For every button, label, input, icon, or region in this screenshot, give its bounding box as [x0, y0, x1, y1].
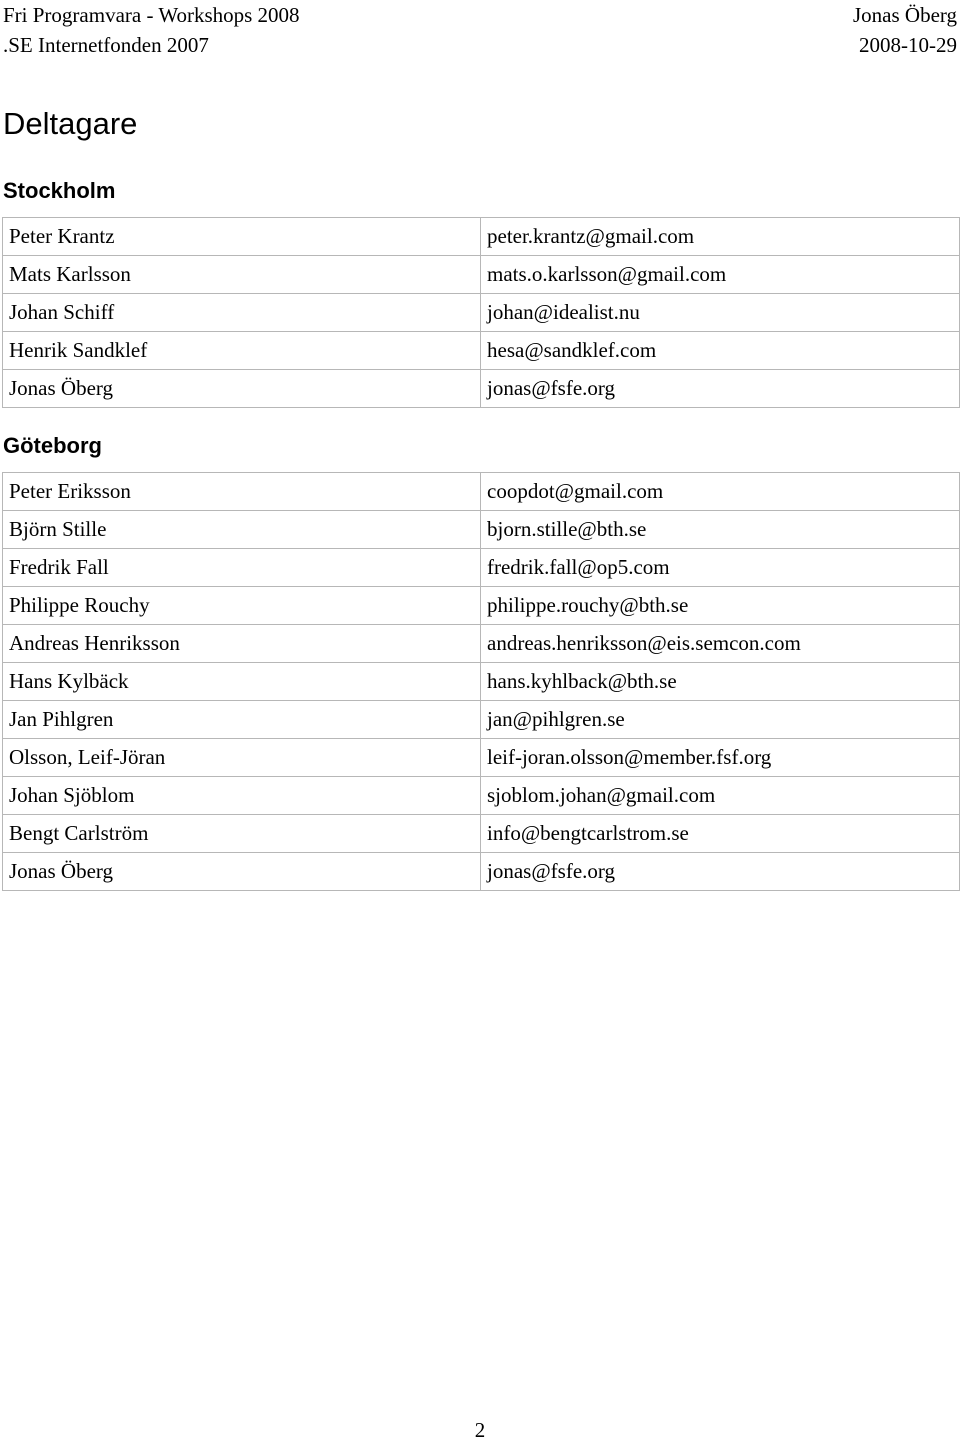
page-header: [3, 0, 957, 60]
section-heading-goteborg: Göteborg: [3, 433, 102, 458]
table-row: [3, 256, 960, 294]
participant-email: jan@pihlgren.se: [481, 701, 960, 739]
participants-table-goteborg: [2, 472, 960, 891]
table-row: [3, 294, 960, 332]
participant-name: Björn Stille: [3, 511, 481, 549]
page-number: 2: [474, 1418, 486, 1442]
table-row: [3, 218, 960, 256]
header-event-title: Fri Programvara - Workshops 2008: [3, 3, 300, 27]
header-funder: .SE Internetfonden 2007: [3, 33, 209, 57]
participant-name: Peter Eriksson: [3, 473, 481, 511]
participant-email: jonas@fsfe.org: [481, 370, 960, 408]
table-row: [3, 815, 960, 853]
participant-name: Bengt Carlström: [3, 815, 481, 853]
participants-table-stockholm: [2, 217, 960, 408]
participant-email: philippe.rouchy@bth.se: [481, 587, 960, 625]
table-row: [3, 587, 960, 625]
participant-name: Johan Schiff: [3, 294, 481, 332]
participant-name: Mats Karlsson: [3, 256, 481, 294]
participant-name: Jonas Öberg: [3, 853, 481, 891]
participant-name: Henrik Sandklef: [3, 332, 481, 370]
participant-email: fredrik.fall@op5.com: [481, 549, 960, 587]
participant-name: Jonas Öberg: [3, 370, 481, 408]
participant-name: Olsson, Leif-Jöran: [3, 739, 481, 777]
participant-email: andreas.henriksson@eis.semcon.com: [481, 625, 960, 663]
header-row-2: [3, 30, 957, 60]
table-row: [3, 853, 960, 891]
participant-name: Hans Kylbäck: [3, 663, 481, 701]
section-heading-stockholm: Stockholm: [3, 178, 116, 203]
participant-email: peter.krantz@gmail.com: [481, 218, 960, 256]
table-row: [3, 701, 960, 739]
participant-email: leif-joran.olsson@member.fsf.org: [481, 739, 960, 777]
table-row: [3, 370, 960, 408]
participant-email: hans.kyhlback@bth.se: [481, 663, 960, 701]
header-date: 2008-10-29: [859, 33, 957, 57]
participant-name: Jan Pihlgren: [3, 701, 481, 739]
table-row: [3, 473, 960, 511]
participant-name: Philippe Rouchy: [3, 587, 481, 625]
header-row-1: [3, 0, 957, 30]
participant-email: johan@idealist.nu: [481, 294, 960, 332]
table-row: [3, 739, 960, 777]
participant-email: hesa@sandklef.com: [481, 332, 960, 370]
participant-name: Johan Sjöblom: [3, 777, 481, 815]
participant-name: Peter Krantz: [3, 218, 481, 256]
participant-email: jonas@fsfe.org: [481, 853, 960, 891]
table-row: [3, 777, 960, 815]
participant-name: Fredrik Fall: [3, 549, 481, 587]
participant-name: Andreas Henriksson: [3, 625, 481, 663]
participant-email: coopdot@gmail.com: [481, 473, 960, 511]
participant-email: sjoblom.johan@gmail.com: [481, 777, 960, 815]
participant-email: bjorn.stille@bth.se: [481, 511, 960, 549]
table-row: [3, 332, 960, 370]
participant-email: info@bengtcarlstrom.se: [481, 815, 960, 853]
page-title: Deltagare: [3, 106, 138, 141]
participant-email: mats.o.karlsson@gmail.com: [481, 256, 960, 294]
table-row: [3, 549, 960, 587]
table-row: [3, 625, 960, 663]
table-row: [3, 511, 960, 549]
table-row: [3, 663, 960, 701]
header-author: Jonas Öberg: [852, 3, 957, 27]
